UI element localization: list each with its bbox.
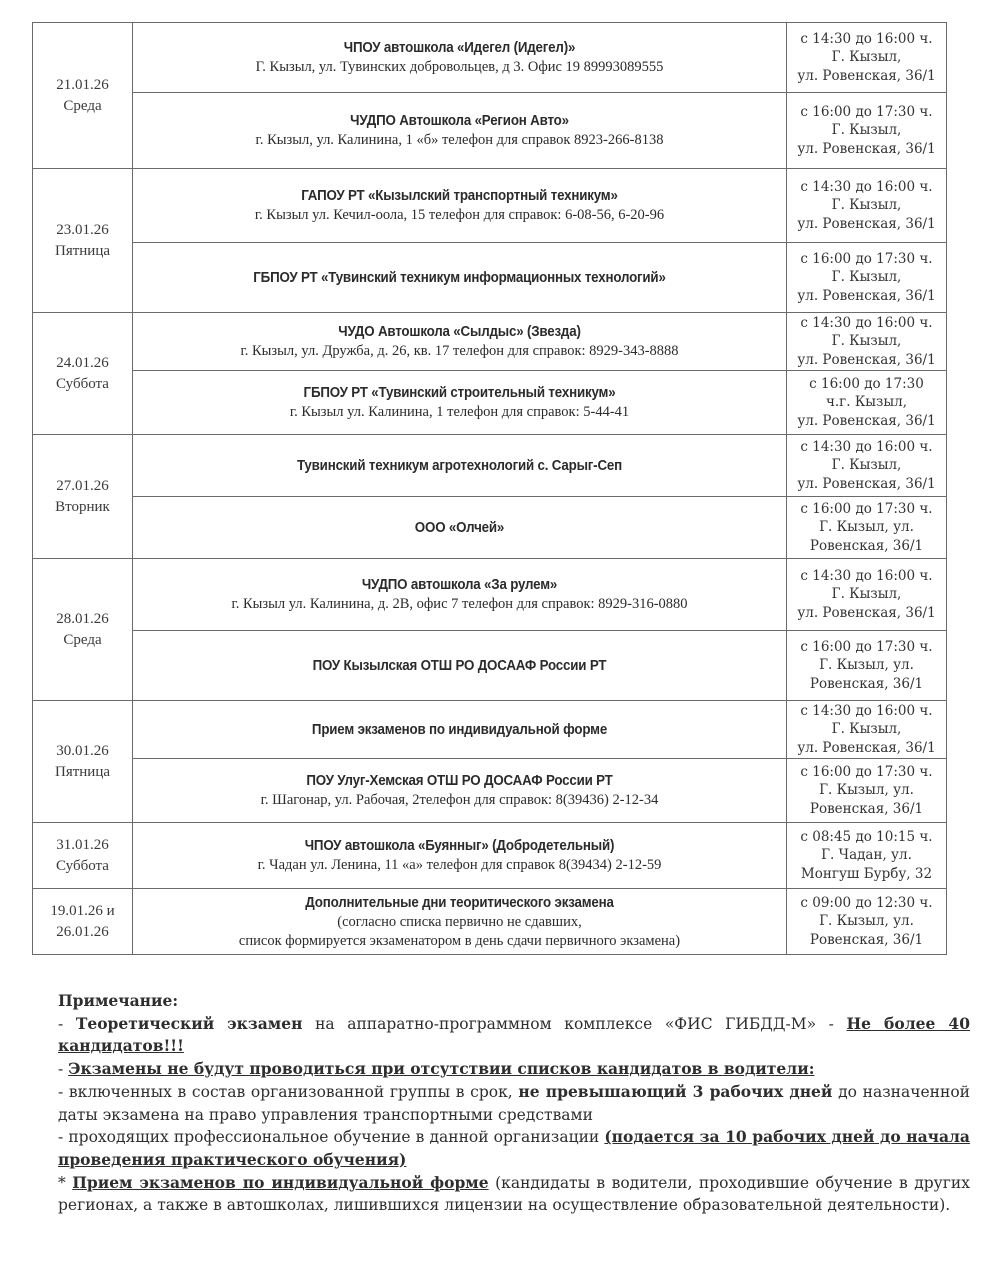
date-cell xyxy=(33,23,133,169)
exam-location: Монгуш Бурбу, 32 xyxy=(800,865,933,882)
notes-section xyxy=(58,990,970,1217)
schedule-row xyxy=(33,169,947,243)
date-cell xyxy=(33,823,133,889)
organization-name: ЧУДПО автошкола «За рулем» xyxy=(361,577,558,593)
exam-weekday: Вторник xyxy=(55,498,110,515)
note-individual-form: * Прием экзаменов по индивидуальной форме (кандидаты в водители, проходившие обучение в других регионах, а также в автошколах, лишившихся лицензии на осуществление образовательной деятельности). xyxy=(58,1172,970,1215)
time-location-cell xyxy=(787,23,947,93)
organization-note: список формируется экзаменатором в день сдачи первичного экзамена) xyxy=(238,932,681,949)
organization-address: г. Кызыл ул. Калинина, д. 2В, офис 7 телефон для справок: 8929-316-0880 xyxy=(231,596,688,612)
organization-cell xyxy=(133,93,787,169)
exam-location: Г. Кызыл, ул. xyxy=(819,782,914,799)
schedule-row xyxy=(33,497,947,559)
schedule-row xyxy=(33,23,947,93)
schedule-row xyxy=(33,371,947,435)
schedule-row xyxy=(33,243,947,313)
exam-location: Ровенская, 36/1 xyxy=(809,931,924,948)
organization-name: ПОУ Улуг-Хемская ОТШ РО ДОСААФ России РТ xyxy=(306,773,613,789)
date-cell xyxy=(33,701,133,823)
time-location-cell xyxy=(787,497,947,559)
schedule-row xyxy=(33,701,947,759)
exam-location: Г. Кызыл, xyxy=(831,269,902,286)
exam-time: с 16:00 до 17:30 ч. xyxy=(800,638,933,655)
organization-name: ЧПОУ автошкола «Буянныг» (Добродетельный) xyxy=(304,838,615,854)
exam-location: Ровенская, 36/1 xyxy=(809,800,924,817)
time-location-cell xyxy=(787,889,947,955)
schedule-row xyxy=(33,759,947,823)
time-location-cell xyxy=(787,93,947,169)
time-location-cell xyxy=(787,631,947,701)
exam-location: ул. Ровенская, 36/1 xyxy=(797,351,936,368)
organization-address: г. Кызыл ул. Кечил-оола, 15 телефон для справок: 6-08-56, 6-20-96 xyxy=(254,207,665,223)
note-training-deadline: - проходящих профессиональное обучение в данной организации (подается за 10 рабочих дней до начала проведения практического обучения) xyxy=(58,1127,970,1169)
exam-location: ул. Ровенская, 36/1 xyxy=(797,287,936,304)
note-theory-exam: - Теоретический экзамен на аппаратно-программном комплексе «ФИС ГИБДД-М» - Не более 40 кандидатов!!! xyxy=(58,1013,971,1056)
exam-location: Ровенская, 36/1 xyxy=(809,675,924,692)
exam-date: 27.01.26 xyxy=(56,477,109,494)
date-cell xyxy=(33,313,133,435)
time-location-cell xyxy=(787,435,947,497)
schedule-row xyxy=(33,889,947,955)
exam-time: с 14:30 до 16:00 ч. xyxy=(800,567,933,584)
organization-name: ЧУДО Автошкола «Сылдыс» (Звезда) xyxy=(338,324,581,340)
organization-cell xyxy=(133,497,787,559)
exam-location: Г. Кызыл, xyxy=(831,457,902,474)
time-location-cell xyxy=(787,313,947,371)
exam-location: Г. Кызыл, xyxy=(831,333,902,350)
exam-location: Г. Чадан, ул. xyxy=(821,847,912,864)
exam-schedule-table xyxy=(32,22,947,955)
organization-name: ГБПОУ РТ «Тувинский строительный техникум» xyxy=(303,385,616,401)
exam-time: с 09:00 до 12:30 ч. xyxy=(800,894,933,911)
organization-address: г. Чадан ул. Ленина, 11 «а» телефон для справок 8(39434) 2-12-59 xyxy=(257,857,662,873)
exam-weekday: Суббота xyxy=(56,375,109,392)
exam-location: Г. Кызыл, xyxy=(831,49,902,66)
exam-schedule-body xyxy=(33,23,947,955)
organization-cell xyxy=(133,313,787,371)
organization-cell xyxy=(133,23,787,93)
exam-time: с 14:30 до 16:00 ч. xyxy=(800,178,933,195)
organization-address: г. Шагонар, ул. Рабочая, 2телефон для справок: 8(39436) 2-12-34 xyxy=(260,792,659,808)
exam-time: с 16:00 до 17:30 ч. xyxy=(800,763,933,780)
organization-name: Тувинский техникум агротехнологий с. Сарыг-Сеп xyxy=(296,457,623,474)
note-no-exams-condition: - Экзамены не будут проводиться при отсутствии списков кандидатов в водители: xyxy=(58,1059,815,1079)
exam-weekday: Суббота xyxy=(56,857,109,874)
organization-address: г. Кызыл, ул. Калинина, 1 «б» телефон для справок 8923-266-8138 xyxy=(255,132,664,148)
schedule-row xyxy=(33,823,947,889)
time-location-cell xyxy=(787,701,947,759)
exam-location: ул. Ровенская, 36/1 xyxy=(797,67,936,84)
exam-time: с 16:00 до 17:30 ч. xyxy=(800,500,933,517)
time-location-cell xyxy=(787,823,947,889)
exam-location: ул. Ровенская, 36/1 xyxy=(797,604,936,621)
exam-time: с 16:00 до 17:30 xyxy=(809,375,924,392)
organization-cell xyxy=(133,889,787,955)
organization-cell xyxy=(133,243,787,313)
exam-weekday: Среда xyxy=(63,631,102,648)
date-cell xyxy=(33,169,133,313)
exam-time: с 14:30 до 16:00 ч. xyxy=(800,314,933,331)
organization-cell xyxy=(133,823,787,889)
exam-location: ул. Ровенская, 36/1 xyxy=(797,412,936,429)
time-location-cell xyxy=(787,169,947,243)
exam-location: ул. Ровенская, 36/1 xyxy=(797,140,936,157)
time-location-cell xyxy=(787,559,947,631)
time-location-cell xyxy=(787,371,947,435)
date-cell xyxy=(33,889,133,955)
schedule-row xyxy=(33,435,947,497)
organization-cell xyxy=(133,559,787,631)
organization-cell xyxy=(133,759,787,823)
exam-location: Г. Кызыл, xyxy=(831,122,902,139)
exam-date: 31.01.26 xyxy=(56,836,109,853)
organization-name: ООО «Олчей» xyxy=(414,519,505,536)
exam-location: Г. Кызыл, xyxy=(831,721,902,738)
exam-location: Г. Кызыл, xyxy=(831,197,902,214)
organization-address: г. Кызыл ул. Калинина, 1 телефон для справок: 5-44-41 xyxy=(289,404,630,420)
time-location-cell xyxy=(787,759,947,823)
time-location-cell xyxy=(787,243,947,313)
exam-location: ул. Ровенская, 36/1 xyxy=(797,215,936,232)
organization-cell xyxy=(133,371,787,435)
exam-time: с 14:30 до 16:00 ч. xyxy=(800,30,933,47)
date-cell xyxy=(33,559,133,701)
exam-time: с 14:30 до 16:00 ч. xyxy=(800,438,933,455)
exam-date: 19.01.26 и xyxy=(50,902,115,919)
organization-cell xyxy=(133,435,787,497)
note-theory-exam-label: Теоретический экзамен xyxy=(75,1013,303,1033)
schedule-row xyxy=(33,313,947,371)
organization-name: ПОУ Кызылская ОТШ РО ДОСААФ России РТ xyxy=(312,657,607,674)
exam-weekday: 26.01.26 xyxy=(56,923,109,940)
organization-name: ЧУДПО Автошкола «Регион Авто» xyxy=(350,113,569,129)
exam-location: Г. Кызыл, ул. xyxy=(819,519,914,536)
exam-time: с 16:00 до 17:30 ч. xyxy=(800,250,933,267)
exam-time: с 16:00 до 17:30 ч. xyxy=(800,103,933,120)
schedule-row xyxy=(33,93,947,169)
organization-address: г. Кызыл, ул. Дружба, д. 26, кв. 17 телефон для справок: 8929-343-8888 xyxy=(240,343,679,359)
exam-weekday: Пятница xyxy=(54,763,111,780)
note-candidate-limit: Не более 40 кандидатов!!! xyxy=(58,1013,971,1056)
exam-time: с 14:30 до 16:00 ч. xyxy=(800,702,933,719)
exam-location: ч.г. Кызыл, xyxy=(825,394,908,411)
organization-address: Г. Кызыл, ул. Тувинских добровольцев, д 3. Офис 19 89993089555 xyxy=(255,59,664,75)
exam-date: 23.01.26 xyxy=(56,221,109,238)
exam-location: Ровенская, 36/1 xyxy=(809,537,924,554)
organization-name: ГБПОУ РТ «Тувинский техникум информационных технологий» xyxy=(253,269,666,286)
exam-time: с 08:45 до 10:15 ч. xyxy=(800,828,933,845)
notes-title: Примечание: xyxy=(58,991,179,1010)
organization-cell xyxy=(133,169,787,243)
exam-date: 21.01.26 xyxy=(56,76,109,93)
exam-weekday: Пятница xyxy=(54,242,111,259)
organization-cell xyxy=(133,631,787,701)
organization-name: Дополнительные дни теоритического экзамена xyxy=(305,894,614,911)
exam-location: Г. Кызыл, ул. xyxy=(819,657,914,674)
schedule-row xyxy=(33,631,947,701)
organization-address: (согласно списка первично не сдавших, xyxy=(337,913,582,930)
organization-name: Прием экзаменов по индивидуальной форме xyxy=(311,721,608,738)
exam-weekday: Среда xyxy=(63,97,102,114)
organization-name: ГАПОУ РТ «Кызылский транспортный техникум» xyxy=(301,188,618,204)
exam-location: ул. Ровенская, 36/1 xyxy=(797,475,936,492)
exam-date: 24.01.26 xyxy=(56,354,109,371)
date-cell xyxy=(33,435,133,559)
exam-date: 28.01.26 xyxy=(56,610,109,627)
exam-date: 30.01.26 xyxy=(56,742,109,759)
exam-location: ул. Ровенская, 36/1 xyxy=(797,739,936,756)
organization-cell xyxy=(133,701,787,759)
exam-location: Г. Кызыл, ул. xyxy=(819,913,914,930)
schedule-row xyxy=(33,559,947,631)
exam-location: Г. Кызыл, xyxy=(831,586,902,603)
note-group-deadline: - включенных в состав организованной группы в срок, не превышающий 3 рабочих дней до назначенной даты экзамена на право управления транспортными средствами xyxy=(58,1081,970,1124)
organization-name: ЧПОУ автошкола «Идегел (Идегел)» xyxy=(343,40,576,56)
